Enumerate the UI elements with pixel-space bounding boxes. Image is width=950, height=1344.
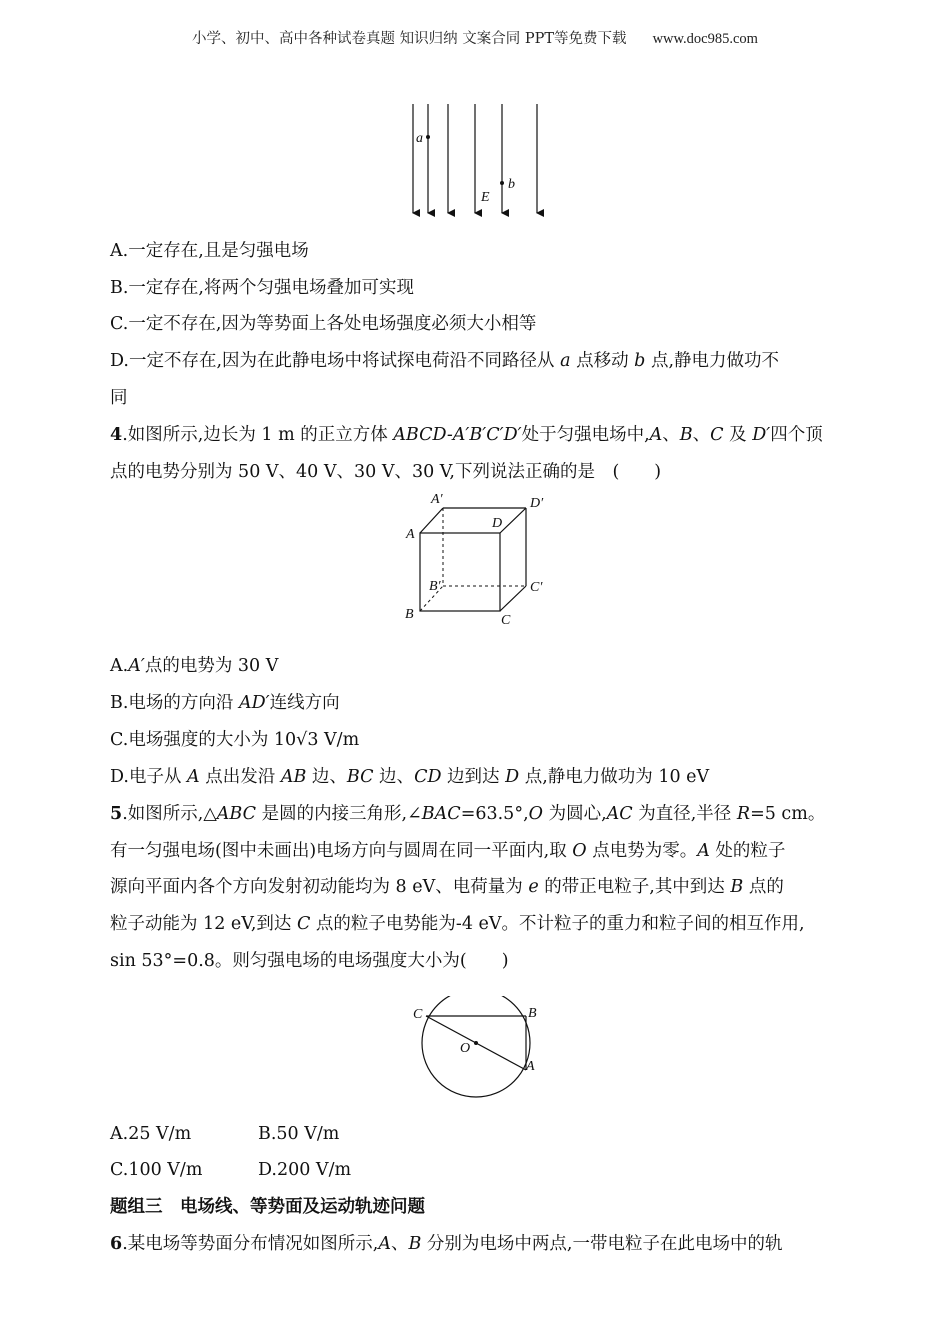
label-E: E [481,190,490,205]
q4-a-text: A. [110,656,129,676]
q4-text: .如图所示,边长为 1 m 的正立方体 [122,425,394,445]
q5-var: O [572,841,587,861]
q4-b-text: 连线方向 [269,693,340,713]
q4-cube-name: ABCD-A′B′C′D′ [393,425,522,445]
q6-text: .某电场等势面分布情况如图所示, [122,1234,379,1254]
q4-d-var: D [505,767,520,787]
cube-label: A′ [431,492,443,507]
point-a [426,135,430,139]
cube-label: D [492,516,503,531]
q4-d-text: D.电子从 [110,767,188,787]
q3-d-text: 点,静电力做功不 [645,351,779,371]
q4-vertex: D′ [752,425,771,445]
q5-options-row1 [110,1121,850,1147]
q5-stem-line1 [110,801,850,827]
cube-label: D′ [530,496,544,511]
q6-number: 6 [110,1234,123,1254]
q4-a-point: A′ [128,656,145,676]
q5-option-a: A.25 V/m [110,1124,192,1144]
q4-vertex: A [649,425,663,445]
q5-option-b: B.50 V/m [258,1124,340,1144]
q4-d-var: CD [414,767,442,787]
q4-vertex: B [679,425,693,445]
q5-text: 点的 [743,877,784,897]
q5-text: =63.5°, [460,804,529,824]
cube-edge [500,586,526,611]
q5-text: 点的粒子电势能为-4 eV。不计粒子的重力和粒子间的相互作用, [310,914,805,934]
q3-option-b: B.一定存在,将两个匀强电场叠加可实现 [110,278,414,298]
q3-d-a: a [560,351,571,371]
q4-text: 及 [723,425,753,445]
q5-stem-line5: sin 53°=0.8。则匀强电场的电场强度大小为( ) [110,951,509,971]
q5-option-d: D.200 V/m [258,1160,352,1180]
q5-option-c: C.100 V/m [110,1160,203,1180]
q3-option-d-cont: 同 [110,388,128,408]
q6-text: 、 [390,1234,409,1254]
q4-d-text: 边、 [373,767,415,787]
q3-d-b: b [634,351,646,371]
q5-var: ABC [216,804,256,824]
q4-d-var: BC [346,767,374,787]
page-header [0,27,950,48]
circle-label: B [528,1006,537,1021]
q5-text: 源向平面内各个方向发射初动能均为 8 eV、电荷量为 [110,877,529,897]
q5-text: 有一匀强电场(图中未画出)电场方向与圆周在同一平面内,取 [110,841,573,861]
q6-var: B [408,1234,422,1254]
q4-number: 4 [110,425,123,445]
cube-label: B [405,607,414,622]
q3-option-c: C.一定不存在,因为等势面上各处电场强度必须大小相等 [110,314,537,334]
q4-d-var: A [187,767,200,787]
q4-c-root: √3 [296,730,319,750]
header-url: www.doc985.com [652,31,758,47]
q6-text: 分别为电场中两点,一带电粒子在此电场中的轨 [421,1234,783,1254]
point-b [500,181,504,185]
label-b: b [508,177,515,192]
cube-label: B′ [429,579,441,594]
cube-figure [395,490,555,630]
q4-d-var: AB [280,767,307,787]
cube-label: A [406,527,415,542]
q5-var: BAC [421,804,461,824]
q3-d-text: 点移动 [570,351,635,371]
q5-options-row2 [110,1157,850,1183]
q4-text: 四个顶 [770,425,823,445]
q3-option-a: A.一定存在,且是匀强电场 [110,241,309,261]
q5-stem-line2 [110,838,850,864]
q3-d-text: D.一定不存在,因为在此静电场中将试探电荷沿不同路径从 [110,351,561,371]
q4-text: 、 [662,425,680,445]
q3-option-d [110,348,850,374]
q5-stem-line3 [110,874,850,900]
q4-option-a [110,653,850,679]
q4-d-text: 点,静电力做功为 10 eV [519,767,710,787]
q5-var: A [697,841,710,861]
q6-stem-line1 [110,1231,850,1257]
circle-label: C [413,1007,423,1022]
q4-c-text: V/m [318,730,360,750]
cube-label: C′ [530,580,543,595]
center-point-O [474,1041,478,1045]
q4-text: 处于匀强电场中, [521,425,650,445]
q5-var: B [730,877,744,897]
q5-var: e [528,877,539,897]
circle-label: A [526,1059,535,1074]
q6-var: A [378,1234,391,1254]
q4-a-text: 点的电势为 30 V [144,656,279,676]
q5-stem-line4 [110,911,850,937]
q5-text: 的带正电粒子,其中到达 [538,877,731,897]
q4-text: 、 [692,425,711,445]
circle-label: O [460,1041,471,1056]
group3-heading: 题组三 电场线、等势面及运动轨迹问题 [110,1197,425,1217]
q5-number: 5 [110,804,123,824]
q4-option-d [110,764,850,790]
q5-var: O [528,804,543,824]
q5-var: R [736,804,751,824]
q5-text: 是圆的内接三角形,∠ [256,804,422,824]
q4-d-text: 边到达 [441,767,506,787]
q4-option-b [110,690,850,716]
cube-edge [500,508,526,533]
cube-label: C [501,613,511,628]
q5-text: 点电势为零。 [586,841,698,861]
q4-stem-line2: 点的电势分别为 50 V、40 V、30 V、30 V,下列说法正确的是 ( ) [110,462,662,482]
label-a: a [416,131,423,146]
q5-text: =5 cm。 [750,804,826,824]
q4-d-text: 点出发沿 [199,767,281,787]
circle-figure [405,996,555,1100]
q4-b-text: B.电场的方向沿 [110,693,239,713]
q5-text: 处的粒子 [709,841,786,861]
q5-text: .如图所示,△ [122,804,217,824]
cube-edge [420,508,443,533]
q4-vertex: C [710,425,724,445]
q4-option-c [110,727,850,753]
header-text: 小学、初中、高中各种试卷真题 知识归纳 文案合同 PPT等免费下载 [192,31,627,47]
cube-front-face [420,533,500,611]
q4-c-text: C.电场强度的大小为 10 [110,730,297,750]
q5-text: 为圆心, [543,804,607,824]
q5-text: 为直径,半径 [632,804,737,824]
q4-d-text: 边、 [306,767,347,787]
circle [422,996,530,1097]
q5-text: 粒子动能为 12 eV,到达 [110,914,297,934]
q4-stem-line1 [110,422,850,448]
q5-var: AC [606,804,633,824]
q4-b-line: AD′ [239,693,270,713]
q5-var: C [296,914,311,934]
field-lines-figure [400,100,550,218]
